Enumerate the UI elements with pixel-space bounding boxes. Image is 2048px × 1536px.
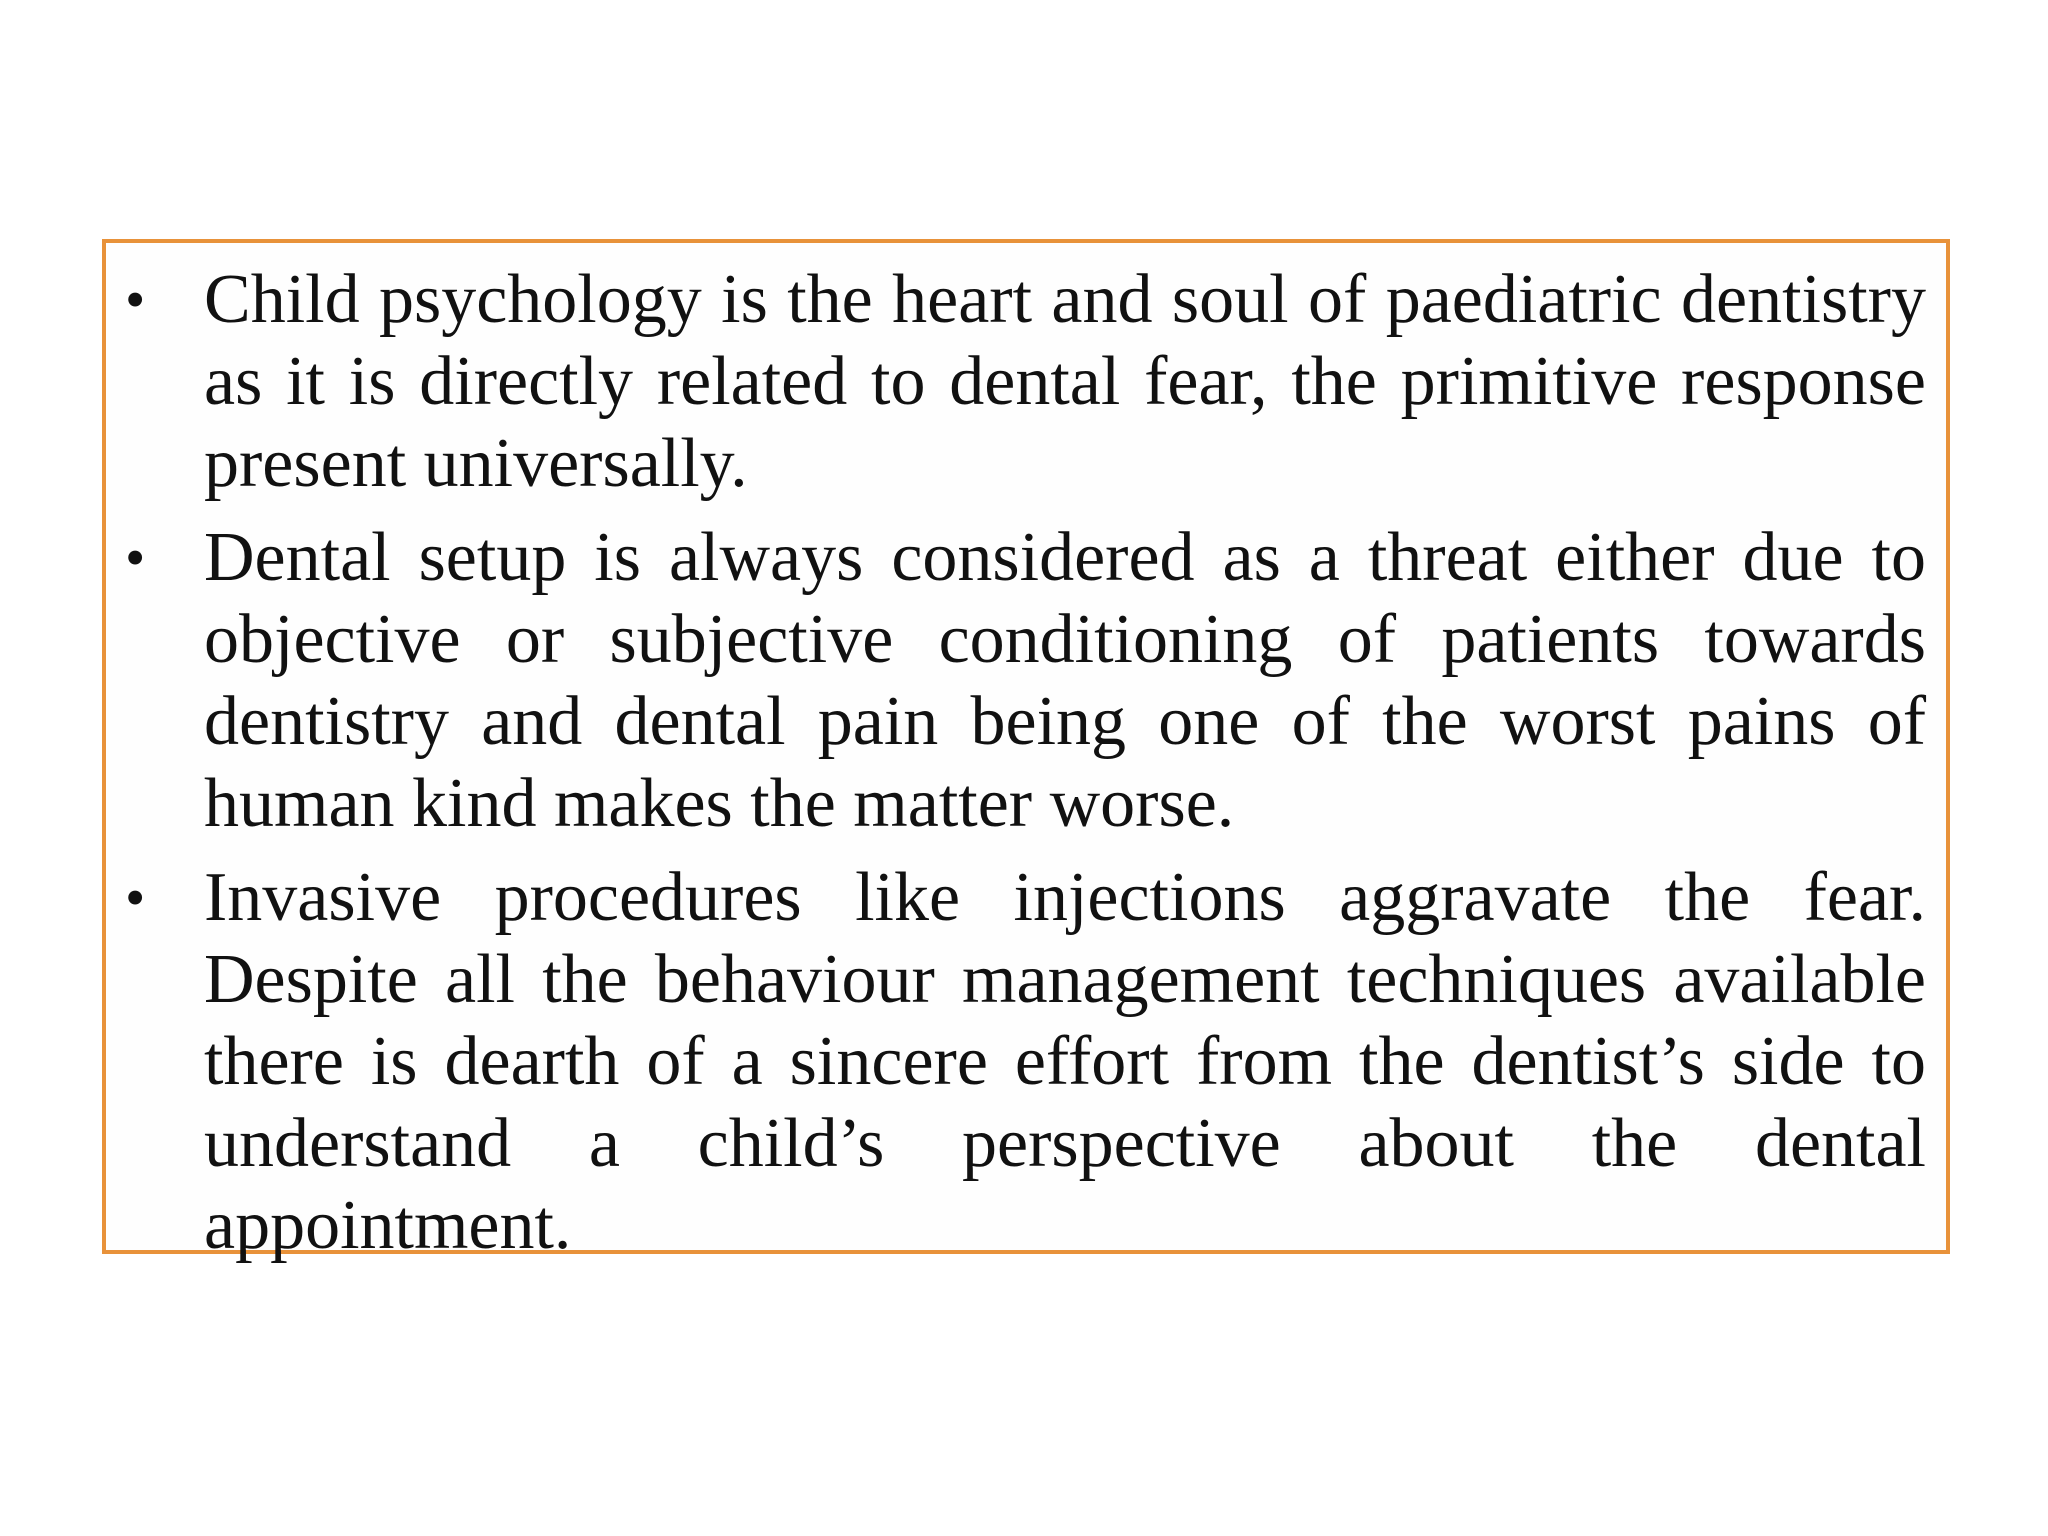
bullet-icon: •	[125, 525, 146, 590]
bullet-text: Child psychology is the heart and soul of paediatric dentistry as it is directly related to dental fear, the primitive response present universally.	[204, 261, 1926, 502]
content-box	[102, 239, 1950, 1264]
bullet-text: Dental setup is always considered as a threat either due to objective or subjective conditioning of patients towards dentistry and dental pain being one of the worst pains of human kind makes the matter worse.	[204, 519, 1926, 842]
bullet-item-child-psychology	[106, 259, 1946, 505]
bullet-icon: •	[125, 865, 146, 930]
bullet-item-dental-setup	[106, 517, 1946, 845]
bullet-list	[106, 259, 1946, 1279]
bullet-text: Invasive procedures like injections aggravate the fear. Despite all the behaviour management techniques available there is dearth of a sincere effort from the dentist’s side to understand a child’s perspective about the dental appointment.	[204, 859, 1926, 1264]
bullet-item-invasive-procedures	[106, 857, 1946, 1267]
bullet-icon: •	[125, 267, 146, 332]
